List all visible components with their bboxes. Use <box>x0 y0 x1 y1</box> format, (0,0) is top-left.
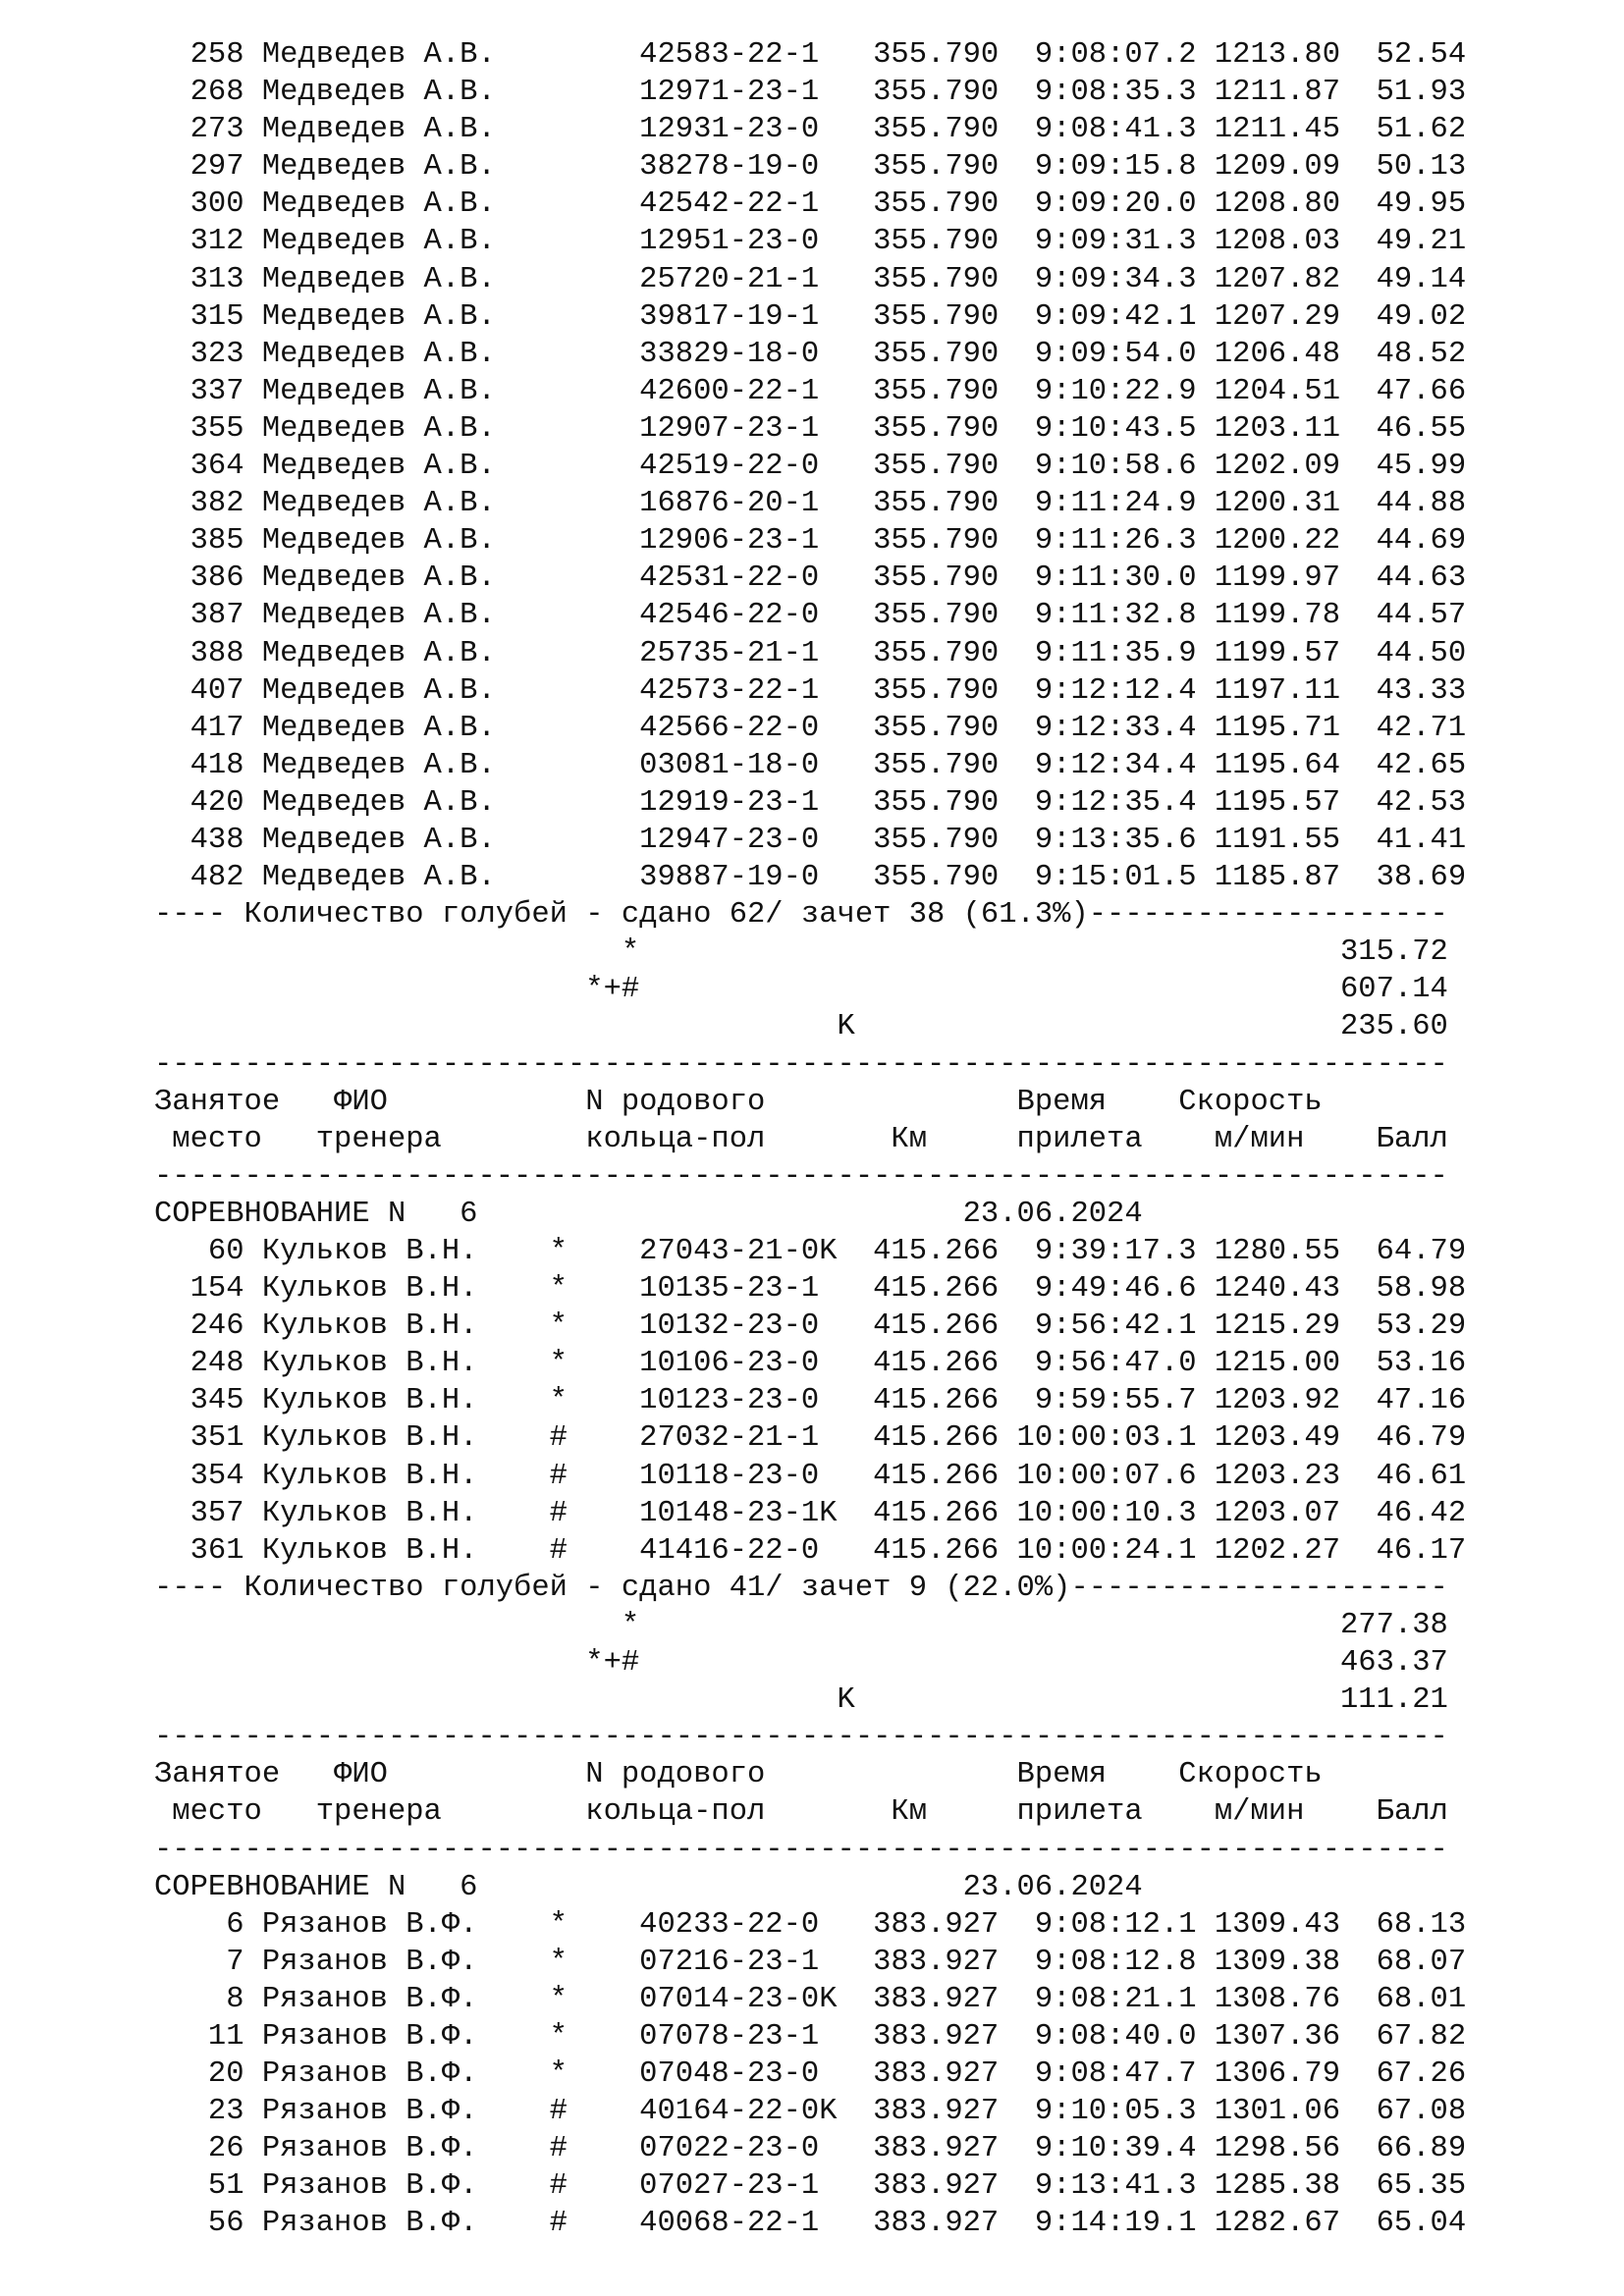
report-line: 6 Рязанов В.Ф. * 40233-22-0 383.927 9:08:12.1 1309.43 68.13 <box>154 1907 1467 1942</box>
report-line: 418 Медведев А.В. 03081-18-0 355.790 9:12:34.4 1195.64 42.65 <box>154 748 1467 782</box>
report-line: место тренера кольца-пол Км прилета м/мин Балл <box>154 1795 1448 1830</box>
report-line: 8 Рязанов В.Ф. * 07014-23-0K 383.927 9:08:21.1 1308.76 68.01 <box>154 1982 1467 2016</box>
report-line: ---- Количество голубей - сдано 41/ зачет 9 (22.0%)--------------------- <box>154 1571 1448 1605</box>
report-line: 315 Медведев А.В. 39817-19-1 355.790 9:09:42.1 1207.29 49.02 <box>154 299 1467 334</box>
report-line: 345 Кульков В.Н. * 10123-23-0 415.266 9:59:55.7 1203.92 47.16 <box>154 1384 1467 1418</box>
report-line: K 235.60 <box>154 1010 1448 1044</box>
report-line: *+# 463.37 <box>154 1646 1448 1681</box>
report-line: 246 Кульков В.Н. * 10132-23-0 415.266 9:56:42.1 1215.29 53.29 <box>154 1309 1467 1344</box>
report-line: СОРЕВНОВАНИЕ N 6 23.06.2024 <box>154 1870 1143 1904</box>
report-line: * 277.38 <box>154 1608 1448 1642</box>
report-line: 357 Кульков В.Н. # 10148-23-1K 415.266 10:00:10.3 1203.07 46.42 <box>154 1496 1467 1530</box>
report-line: 26 Рязанов В.Ф. # 07022-23-0 383.927 9:10:39.4 1298.56 66.89 <box>154 2132 1467 2166</box>
report-line: 407 Медведев А.В. 42573-22-1 355.790 9:12:12.4 1197.11 43.33 <box>154 673 1467 708</box>
report-line: 248 Кульков В.Н. * 10106-23-0 415.266 9:56:47.0 1215.00 53.16 <box>154 1347 1467 1381</box>
report-line: 20 Рязанов В.Ф. * 07048-23-0 383.927 9:08:47.7 1306.79 67.26 <box>154 2057 1467 2092</box>
report-line: 7 Рязанов В.Ф. * 07216-23-1 383.927 9:08:12.8 1309.38 68.07 <box>154 1945 1467 1979</box>
report-line: 60 Кульков В.Н. * 27043-21-0K 415.266 9:39:17.3 1280.55 64.79 <box>154 1235 1467 1268</box>
report-line: 300 Медведев А.В. 42542-22-1 355.790 9:09:20.0 1208.80 49.95 <box>154 187 1467 222</box>
report-line: ---- Количество голубей - сдано 62/ зачет 38 (61.3%)-------------------- <box>154 898 1448 933</box>
report-line: 268 Медведев А.В. 12971-23-1 355.790 9:08:35.3 1211.87 51.93 <box>154 76 1467 110</box>
report-line: 385 Медведев А.В. 12906-23-1 355.790 9:11:26.3 1200.22 44.69 <box>154 524 1467 559</box>
report-line: 364 Медведев А.В. 42519-22-0 355.790 9:10:58.6 1202.09 45.99 <box>154 450 1467 484</box>
report-line: 387 Медведев А.В. 42546-22-0 355.790 9:11:32.8 1199.78 44.57 <box>154 599 1467 633</box>
report-line: 323 Медведев А.В. 33829-18-0 355.790 9:09:54.0 1206.48 48.52 <box>154 337 1467 371</box>
report-line: 273 Медведев А.В. 12931-23-0 355.790 9:08:41.3 1211.45 51.62 <box>154 113 1467 147</box>
report-line: *+# 607.14 <box>154 973 1448 1007</box>
report-line: 11 Рязанов В.Ф. * 07078-23-1 383.927 9:08:40.0 1307.36 67.82 <box>154 2019 1467 2054</box>
report-line: * 315.72 <box>154 935 1448 970</box>
report-line: 297 Медведев А.В. 38278-19-0 355.790 9:09:15.8 1209.09 50.13 <box>154 150 1467 185</box>
report-line: место тренера кольца-пол Км прилета м/мин Балл <box>154 1122 1448 1156</box>
report-line: 351 Кульков В.Н. # 27032-21-1 415.266 10:00:03.1 1203.49 46.79 <box>154 1421 1467 1456</box>
report-line: 51 Рязанов В.Ф. # 07027-23-1 383.927 9:13:41.3 1285.38 65.35 <box>154 2169 1467 2204</box>
report-line: 420 Медведев А.В. 12919-23-1 355.790 9:12:35.4 1195.57 42.53 <box>154 785 1467 820</box>
report-line: ------------------------------------------------------------------------ <box>154 1047 1448 1082</box>
report-line: 313 Медведев А.В. 25720-21-1 355.790 9:09:34.3 1207.82 49.14 <box>154 262 1467 296</box>
report-line: 388 Медведев А.В. 25735-21-1 355.790 9:11:35.9 1199.57 44.50 <box>154 636 1467 670</box>
report-line: 417 Медведев А.В. 42566-22-0 355.790 9:12:33.4 1195.71 42.71 <box>154 711 1467 745</box>
report-line: ------------------------------------------------------------------------ <box>154 1721 1448 1755</box>
report-line: 337 Медведев А.В. 42600-22-1 355.790 9:10:22.9 1204.51 47.66 <box>154 374 1467 408</box>
report-line: ------------------------------------------------------------------------ <box>154 1833 1448 1867</box>
report-line: 355 Медведев А.В. 12907-23-1 355.790 9:10:43.5 1203.11 46.55 <box>154 411 1467 446</box>
results-printout <box>154 36 1466 2243</box>
report-line: 482 Медведев А.В. 39887-19-0 355.790 9:15:01.5 1185.87 38.69 <box>154 861 1467 895</box>
report-line: 23 Рязанов В.Ф. # 40164-22-0K 383.927 9:10:05.3 1301.06 67.08 <box>154 2095 1467 2129</box>
report-line: 386 Медведев А.В. 42531-22-0 355.790 9:11:30.0 1199.97 44.63 <box>154 561 1467 596</box>
report-line: 312 Медведев А.В. 12951-23-0 355.790 9:09:31.3 1208.03 49.21 <box>154 225 1467 259</box>
report-line: 354 Кульков В.Н. # 10118-23-0 415.266 10:00:07.6 1203.23 46.61 <box>154 1459 1467 1493</box>
report-line: 361 Кульков В.Н. # 41416-22-0 415.266 10:00:24.1 1202.27 46.17 <box>154 1533 1467 1568</box>
report-line: K 111.21 <box>154 1683 1448 1718</box>
report-line: 382 Медведев А.В. 16876-20-1 355.790 9:11:24.9 1200.31 44.88 <box>154 487 1467 521</box>
report-line: Занятое ФИО N родового Время Скорость <box>154 1758 1323 1792</box>
report-line: СОРЕВНОВАНИЕ N 6 23.06.2024 <box>154 1197 1143 1231</box>
report-line: 154 Кульков В.Н. * 10135-23-1 415.266 9:49:46.6 1240.43 58.98 <box>154 1272 1467 1307</box>
report-line: Занятое ФИО N родового Время Скорость <box>154 1085 1323 1119</box>
report-line: 56 Рязанов В.Ф. # 40068-22-1 383.927 9:14:19.1 1282.67 65.04 <box>154 2207 1467 2241</box>
report-line: 438 Медведев А.В. 12947-23-0 355.790 9:13:35.6 1191.55 41.41 <box>154 823 1467 857</box>
report-line: ------------------------------------------------------------------------ <box>154 1159 1448 1194</box>
report-line: 258 Медведев А.В. 42583-22-1 355.790 9:08:07.2 1213.80 52.54 <box>154 38 1467 72</box>
